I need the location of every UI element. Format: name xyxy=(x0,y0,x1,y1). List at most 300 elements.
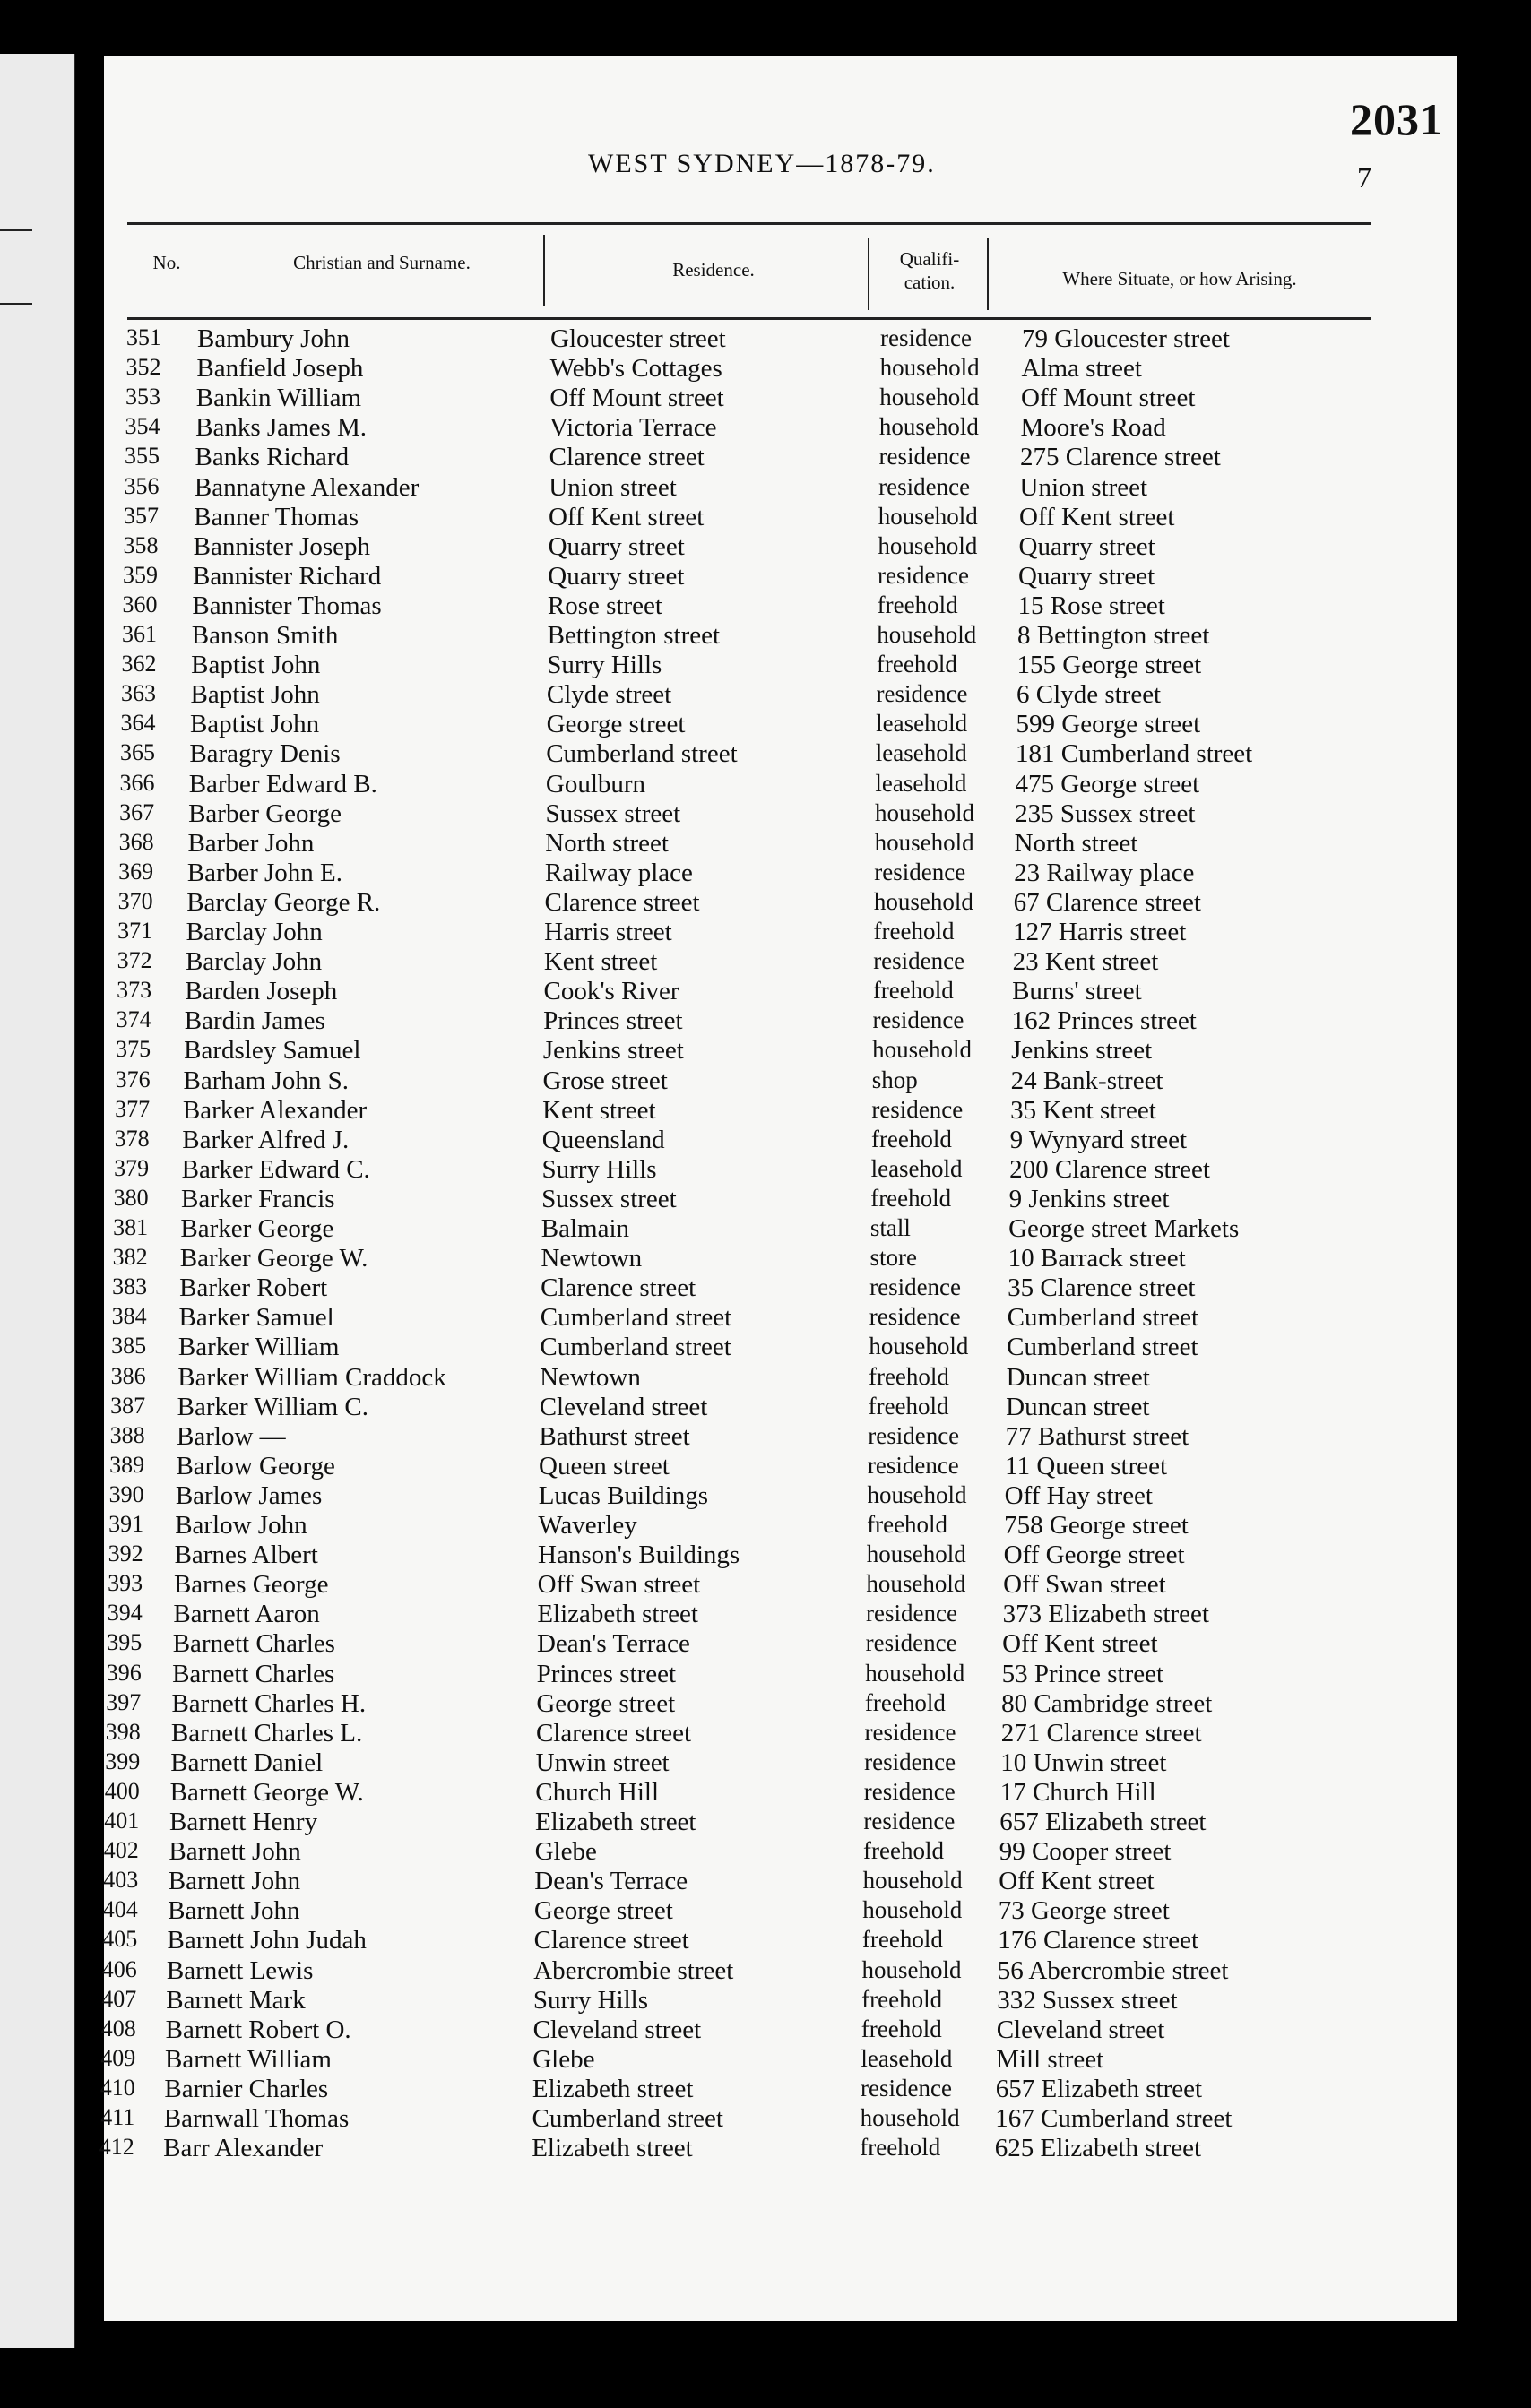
entry-name: Barker Alexander xyxy=(182,1095,368,1125)
entry-where-situate: 73 George street xyxy=(998,1896,1170,1926)
entry-name: Barclay George R. xyxy=(186,887,381,917)
header-divider xyxy=(987,238,989,310)
entry-name: Banson Smith xyxy=(191,621,339,650)
entry-name: Barlow — xyxy=(177,1421,286,1451)
entry-qualification: store xyxy=(869,1244,917,1272)
entry-qualification: household xyxy=(878,531,978,559)
entry-qualification: household xyxy=(872,1036,973,1064)
entry-qualification: freehold xyxy=(868,1362,949,1390)
entry-where-situate: 373 Elizabeth street xyxy=(1002,1600,1209,1629)
entry-where-situate: Off Hay street xyxy=(1004,1480,1153,1510)
entry-where-situate: Union street xyxy=(1019,472,1148,502)
entry-residence: Cook's River xyxy=(543,977,679,1006)
entry-qualification: residence xyxy=(878,561,969,589)
entry-number: 408 xyxy=(100,2015,136,2041)
entry-number: 373 xyxy=(117,977,152,1004)
entry-qualification: freehold xyxy=(873,918,955,945)
column-header-no: No. xyxy=(152,252,181,273)
entry-name: Barnett Daniel xyxy=(170,1748,324,1777)
entry-qualification: freehold xyxy=(877,591,958,618)
entry-residence: George street xyxy=(533,1896,673,1926)
entry-where-situate: 56 Abercrombie street xyxy=(997,1955,1229,1985)
entry-name: Barnett John xyxy=(169,1837,301,1867)
table-row xyxy=(104,1778,1431,1808)
entry-residence: Clarence street xyxy=(535,1718,692,1748)
table-row xyxy=(104,621,1431,651)
entry-residence: Webb's Cottages xyxy=(549,354,722,384)
entry-residence: Clarence street xyxy=(544,887,700,917)
entry-qualification: household xyxy=(866,1541,966,1568)
entry-qualification: household xyxy=(879,354,980,382)
entry-number: 368 xyxy=(118,828,154,855)
entry-residence: Rose street xyxy=(547,591,662,620)
entry-number: 353 xyxy=(125,384,160,410)
table-row xyxy=(104,1926,1431,1955)
entry-name: Barclay John xyxy=(185,947,323,977)
entry-number: 355 xyxy=(125,443,160,470)
entry-number: 361 xyxy=(122,621,158,647)
entry-name: Barden Joseph xyxy=(185,977,338,1006)
entry-number: 411 xyxy=(100,2104,135,2130)
table-row xyxy=(104,918,1431,947)
entry-qualification: household xyxy=(875,798,975,826)
entry-number: 398 xyxy=(105,1718,141,1745)
entry-where-situate: 23 Railway place xyxy=(1014,858,1195,887)
entry-residence: Hanson's Buildings xyxy=(538,1541,740,1570)
entry-residence: Victoria Terrace xyxy=(549,413,717,443)
entry-where-situate: 9 Jenkins street xyxy=(1008,1184,1170,1213)
entry-residence: Abercrombie street xyxy=(533,1955,734,1985)
entry-residence: Goulburn xyxy=(545,769,646,798)
entry-qualification: household xyxy=(865,1659,965,1687)
entry-where-situate: 8 Bettington street xyxy=(1017,621,1210,650)
table-row xyxy=(104,1333,1431,1362)
entry-qualification: shop xyxy=(871,1066,918,1093)
entry-number: 364 xyxy=(120,710,156,737)
entry-residence: Grose street xyxy=(542,1066,668,1095)
entry-qualification: household xyxy=(862,1867,963,1894)
entry-qualification: leasehold xyxy=(861,2044,953,2072)
entry-where-situate: 10 Barrack street xyxy=(1008,1244,1186,1273)
page-title: WEST SYDNEY—1878-79. xyxy=(588,149,936,178)
entry-where-situate: 235 Sussex street xyxy=(1015,798,1196,828)
entry-residence: Surry Hills xyxy=(547,651,662,680)
entry-name: Barnes Albert xyxy=(174,1541,318,1570)
entry-number: 392 xyxy=(108,1541,143,1567)
entry-name: Barlow James xyxy=(175,1480,323,1510)
entry-residence: Sussex street xyxy=(541,1184,677,1213)
entry-residence: Cleveland street xyxy=(532,2015,702,2044)
entry-name: Barnett Aaron xyxy=(173,1600,320,1629)
entry-qualification: freehold xyxy=(860,2134,941,2162)
table-row xyxy=(104,1748,1431,1778)
table-row xyxy=(104,859,1431,888)
entry-where-situate: Off Kent street xyxy=(1002,1629,1158,1659)
entry-name: Barber John xyxy=(187,828,315,858)
entry-name: Bannister Richard xyxy=(193,561,382,591)
entry-residence: Off Swan street xyxy=(537,1570,701,1600)
entry-where-situate: 657 Elizabeth street xyxy=(999,1808,1207,1836)
entry-name: Barber George xyxy=(188,798,342,828)
entry-residence: Cumberland street xyxy=(546,739,738,769)
table-row xyxy=(104,532,1431,562)
entry-number: 403 xyxy=(103,1867,139,1894)
entry-number: 359 xyxy=(123,561,159,588)
table-row xyxy=(104,1629,1431,1659)
entry-where-situate: 155 George street xyxy=(1016,651,1202,680)
table-row xyxy=(104,1837,1431,1867)
table-row xyxy=(104,888,1431,918)
entry-qualification: leasehold xyxy=(875,769,967,797)
entry-residence: Unwin street xyxy=(535,1748,670,1777)
entry-where-situate: 24 Bank-street xyxy=(1010,1066,1163,1095)
entry-where-situate: Moore's Road xyxy=(1020,413,1166,443)
table-row xyxy=(104,562,1431,591)
entry-where-situate: 332 Sussex street xyxy=(997,1985,1178,2015)
entry-where-situate: 167 Cumberland street xyxy=(995,2104,1233,2133)
entry-qualification: household xyxy=(861,1955,962,1983)
table-row xyxy=(101,1985,1431,2015)
entry-where-situate: 200 Clarence street xyxy=(1009,1154,1210,1184)
entry-where-situate: 15 Rose street xyxy=(1017,591,1165,620)
entry-residence: George street xyxy=(536,1688,676,1718)
entry-name: Banner Thomas xyxy=(194,502,359,531)
previous-page-rule xyxy=(0,303,32,305)
entry-where-situate: 181 Cumberland street xyxy=(1016,739,1253,769)
entry-name: Barker William xyxy=(177,1333,340,1362)
entry-number: 389 xyxy=(109,1451,145,1478)
entry-residence: Railway place xyxy=(544,858,693,887)
entry-residence: Harris street xyxy=(544,918,672,946)
entry-number: 410 xyxy=(99,2074,135,2101)
entry-name: Bannatyne Alexander xyxy=(194,472,420,502)
entry-qualification: household xyxy=(867,1480,967,1508)
entry-number: 396 xyxy=(106,1659,142,1686)
entry-name: Banks Richard xyxy=(195,443,350,472)
entry-name: Barlow George xyxy=(176,1451,335,1480)
entry-residence: Off Mount street xyxy=(549,384,724,413)
table-row xyxy=(104,799,1431,829)
entry-name: Banks James M. xyxy=(195,413,368,443)
entry-where-situate: 6 Clyde street xyxy=(1016,680,1162,710)
entry-qualification: residence xyxy=(861,2074,952,2102)
entry-where-situate: Duncan street xyxy=(1006,1392,1150,1421)
table-row xyxy=(104,1303,1431,1333)
entry-name: Barker Edward C. xyxy=(181,1154,370,1184)
entry-residence: Cumberland street xyxy=(540,1303,732,1333)
entry-where-situate: Quarry street xyxy=(1018,531,1155,561)
entry-number: 381 xyxy=(113,1214,149,1240)
entry-residence: Cleveland street xyxy=(539,1392,708,1421)
table-row xyxy=(104,443,1431,472)
entry-qualification: freehold xyxy=(864,1688,946,1716)
entry-number: 363 xyxy=(121,680,157,707)
entry-number: 401 xyxy=(104,1808,140,1834)
entry-number: 370 xyxy=(117,887,153,914)
entry-number: 393 xyxy=(108,1570,143,1597)
entry-residence: Cumberland street xyxy=(532,2104,723,2133)
entry-residence: Clarence street xyxy=(541,1273,696,1303)
entry-qualification: freehold xyxy=(861,2015,942,2042)
entry-name: Barnett John xyxy=(168,1867,301,1896)
header-top-rule xyxy=(127,222,1371,225)
entry-residence: Jenkins street xyxy=(542,1036,684,1066)
entry-where-situate: 77 Bathurst street xyxy=(1005,1421,1189,1451)
entry-qualification: freehold xyxy=(861,1985,943,2013)
entry-where-situate: 99 Cooper street xyxy=(999,1837,1172,1867)
table-row xyxy=(104,1689,1431,1719)
entry-where-situate: Duncan street xyxy=(1006,1362,1150,1392)
entry-residence: Clarence street xyxy=(533,1926,689,1955)
entry-where-situate: 35 Kent street xyxy=(1010,1095,1156,1125)
entry-number: 405 xyxy=(102,1926,138,1953)
entry-residence: George street xyxy=(546,710,686,739)
entry-where-situate: Cumberland street xyxy=(1007,1333,1198,1362)
column-header-qualification: Qualifi- cation. xyxy=(899,248,960,294)
entry-name: Bannister Thomas xyxy=(192,591,382,620)
column-header-where: Where Situate, or how Arising. xyxy=(1062,268,1297,289)
entry-residence: Dean's Terrace xyxy=(536,1629,690,1659)
entry-qualification: residence xyxy=(880,324,972,351)
entry-where-situate: 35 Clarence street xyxy=(1008,1273,1196,1303)
entry-number: 390 xyxy=(108,1480,144,1507)
entry-name: Barnett Charles L. xyxy=(170,1718,363,1748)
entry-where-situate: Burns' street xyxy=(1012,977,1142,1006)
entry-where-situate: 67 Clarence street xyxy=(1013,887,1201,917)
header-divider xyxy=(868,238,869,310)
entry-number: 377 xyxy=(115,1095,151,1122)
entry-name: Barnett Mark xyxy=(166,1985,306,2015)
entry-name: Bannister Joseph xyxy=(193,531,370,561)
entry-number: 362 xyxy=(121,651,157,678)
entry-where-situate: 80 Cambridge street xyxy=(1001,1688,1213,1718)
entry-where-situate: Alma street xyxy=(1021,354,1142,384)
entry-number: 371 xyxy=(117,918,153,944)
entry-name: Barnett Lewis xyxy=(166,1955,314,1985)
entry-number: 399 xyxy=(105,1748,141,1774)
entry-residence: Princes street xyxy=(543,1006,683,1036)
entry-name: Barnett John Judah xyxy=(167,1926,367,1955)
entry-number: 365 xyxy=(120,739,156,766)
entry-where-situate: Cleveland street xyxy=(996,2015,1165,2044)
table-row xyxy=(104,770,1431,799)
entry-residence: Bettington street xyxy=(547,621,721,650)
entry-number: 360 xyxy=(122,591,158,617)
register-page xyxy=(99,56,1457,2321)
entry-residence: Church Hill xyxy=(535,1777,660,1807)
entry-where-situate: Off George street xyxy=(1003,1541,1185,1570)
entry-qualification: residence xyxy=(871,1095,964,1123)
entry-where-situate: 17 Church Hill xyxy=(999,1777,1156,1807)
entry-number: 358 xyxy=(123,531,159,558)
entry-qualification: household xyxy=(878,502,978,530)
entry-number: 407 xyxy=(101,1985,137,2012)
entry-qualification: household xyxy=(869,1333,969,1360)
table-row xyxy=(104,1244,1431,1273)
entry-residence: Queen street xyxy=(539,1451,670,1480)
entry-residence: Clarence street xyxy=(549,443,705,472)
entry-where-situate: 79 Gloucester street xyxy=(1022,324,1230,353)
entry-residence: Newtown xyxy=(541,1244,643,1273)
table-row xyxy=(104,710,1431,739)
entry-residence: Cumberland street xyxy=(540,1333,731,1362)
entry-residence: Glebe xyxy=(534,1837,597,1867)
entry-number: 357 xyxy=(124,502,160,529)
table-row xyxy=(104,1273,1431,1303)
entry-number: 397 xyxy=(106,1688,142,1715)
entry-qualification: residence xyxy=(876,680,968,708)
entry-name: Barnett Charles xyxy=(172,1659,335,1688)
table-row xyxy=(104,1511,1431,1541)
entry-qualification: household xyxy=(860,2104,960,2131)
entry-residence: Queensland xyxy=(541,1125,665,1154)
table-row xyxy=(104,1422,1431,1452)
previous-page-edge xyxy=(0,54,75,2348)
entry-residence: Elizabeth street xyxy=(534,1808,696,1836)
entry-where-situate: 625 Elizabeth street xyxy=(994,2134,1202,2163)
entry-name: Baptist John xyxy=(189,710,320,739)
table-row xyxy=(104,680,1431,710)
entry-name: Baragry Denis xyxy=(189,739,341,769)
entry-residence: Kent street xyxy=(543,947,658,977)
entry-number: 380 xyxy=(113,1184,149,1211)
entry-residence: Surry Hills xyxy=(532,1985,648,2015)
table-row xyxy=(104,503,1431,532)
table-row xyxy=(104,1660,1431,1689)
entry-name: Barber Edward B. xyxy=(188,769,377,798)
entry-number: 402 xyxy=(103,1837,139,1864)
table-row xyxy=(104,829,1431,859)
entry-residence: Union street xyxy=(549,472,677,502)
entry-where-situate: Mill street xyxy=(996,2044,1104,2074)
entry-number: 400 xyxy=(104,1777,140,1804)
table-row xyxy=(104,1363,1431,1393)
entry-residence: Quarry street xyxy=(548,561,685,591)
entry-number: 391 xyxy=(108,1511,144,1537)
entry-where-situate: 599 George street xyxy=(1016,710,1201,739)
entry-residence: Surry Hills xyxy=(541,1154,657,1184)
entry-where-situate: Cumberland street xyxy=(1007,1303,1199,1333)
entry-number: 372 xyxy=(117,947,152,974)
header-bottom-rule xyxy=(127,317,1371,320)
entry-number: 366 xyxy=(119,769,155,796)
entry-name: Barker Alfred J. xyxy=(182,1125,350,1154)
entry-name: Baptist John xyxy=(191,651,321,680)
entry-name: Barker William C. xyxy=(177,1392,369,1421)
entry-number: 409 xyxy=(100,2044,136,2071)
entry-qualification: freehold xyxy=(861,1926,943,1954)
entry-residence: Dean's Terrace xyxy=(534,1867,688,1896)
entry-number: 367 xyxy=(119,798,155,825)
table-row xyxy=(104,591,1431,621)
table-row xyxy=(104,1481,1431,1511)
entry-name: Barnett William xyxy=(165,2044,332,2074)
entry-name: Barlow John xyxy=(175,1511,307,1540)
entry-residence: Clyde street xyxy=(546,680,672,710)
entry-qualification: household xyxy=(877,621,977,648)
entry-residence: Gloucester street xyxy=(550,324,726,353)
entry-where-situate: Off Mount street xyxy=(1021,384,1196,413)
entry-residence: Sussex street xyxy=(545,798,681,828)
entry-qualification: freehold xyxy=(863,1837,944,1865)
entry-number: 388 xyxy=(109,1421,145,1448)
entry-name: Barker Robert xyxy=(179,1273,328,1303)
entry-qualification: residence xyxy=(878,443,971,470)
entry-name: Barnett Robert O. xyxy=(165,2015,351,2044)
table-row xyxy=(104,1393,1431,1422)
entry-name: Barnett Charles xyxy=(172,1629,335,1659)
entry-number: 375 xyxy=(116,1036,151,1063)
entry-where-situate: Jenkins street xyxy=(1011,1036,1153,1066)
entry-residence: Princes street xyxy=(536,1659,677,1688)
table-row xyxy=(104,1896,1431,1926)
table-row xyxy=(104,1808,1431,1837)
entry-qualification: residence xyxy=(864,1718,956,1746)
entry-name: Bankin William xyxy=(195,384,362,413)
entry-qualification: residence xyxy=(869,1273,962,1301)
entry-qualification: residence xyxy=(869,1303,961,1331)
entry-where-situate: 127 Harris street xyxy=(1013,918,1187,946)
entry-where-situate: 53 Prince street xyxy=(1001,1659,1164,1688)
table-row xyxy=(104,1185,1431,1214)
entry-name: Barnwall Thomas xyxy=(163,2104,350,2133)
table-row xyxy=(104,1096,1431,1126)
table-row xyxy=(100,2104,1431,2134)
entry-name: Barker George xyxy=(180,1214,334,1243)
entry-number: 374 xyxy=(116,1006,151,1033)
entry-qualification: leasehold xyxy=(876,710,968,738)
table-row xyxy=(104,1066,1431,1096)
table-row xyxy=(104,1155,1431,1185)
table-row xyxy=(104,1570,1431,1600)
table-row xyxy=(104,324,1431,354)
entry-number: 394 xyxy=(107,1600,143,1627)
entry-residence: Off Kent street xyxy=(548,502,705,531)
entry-name: Bambury John xyxy=(197,324,350,353)
entry-qualification: residence xyxy=(878,472,971,500)
table-row xyxy=(104,1126,1431,1155)
entry-residence: Newtown xyxy=(540,1362,641,1392)
column-header-name: Christian and Surname. xyxy=(293,252,471,273)
table-row xyxy=(104,413,1431,443)
entry-name: Barker William Craddock xyxy=(177,1362,446,1392)
entry-name: Barnett John xyxy=(168,1896,300,1926)
entry-where-situate: 758 George street xyxy=(1004,1511,1189,1540)
entry-qualification: household xyxy=(866,1570,966,1598)
entry-where-situate: 275 Clarence street xyxy=(1020,443,1221,472)
table-row xyxy=(104,1867,1431,1896)
entry-qualification: residence xyxy=(873,947,965,975)
entry-where-situate: Off Kent street xyxy=(1019,502,1175,531)
entry-residence: Waverley xyxy=(538,1511,637,1540)
table-row xyxy=(104,1452,1431,1481)
table-row xyxy=(101,1955,1431,1986)
entry-qualification: household xyxy=(879,384,980,411)
entry-where-situate: 10 Unwin street xyxy=(1000,1748,1167,1777)
entry-qualification: residence xyxy=(863,1808,956,1834)
entry-qualification: stall xyxy=(869,1214,911,1241)
entry-where-situate: Off Kent street xyxy=(999,1867,1155,1896)
table-row xyxy=(104,1719,1431,1748)
entry-qualification: leasehold xyxy=(870,1154,963,1182)
entry-qualification: residence xyxy=(868,1421,960,1449)
entry-qualification: residence xyxy=(864,1748,956,1775)
entry-qualification: residence xyxy=(863,1777,956,1805)
entry-number: 404 xyxy=(102,1896,138,1923)
entry-qualification: residence xyxy=(866,1600,957,1627)
entry-qualification: residence xyxy=(865,1629,957,1657)
entry-name: Barnett Charles H. xyxy=(171,1688,367,1718)
